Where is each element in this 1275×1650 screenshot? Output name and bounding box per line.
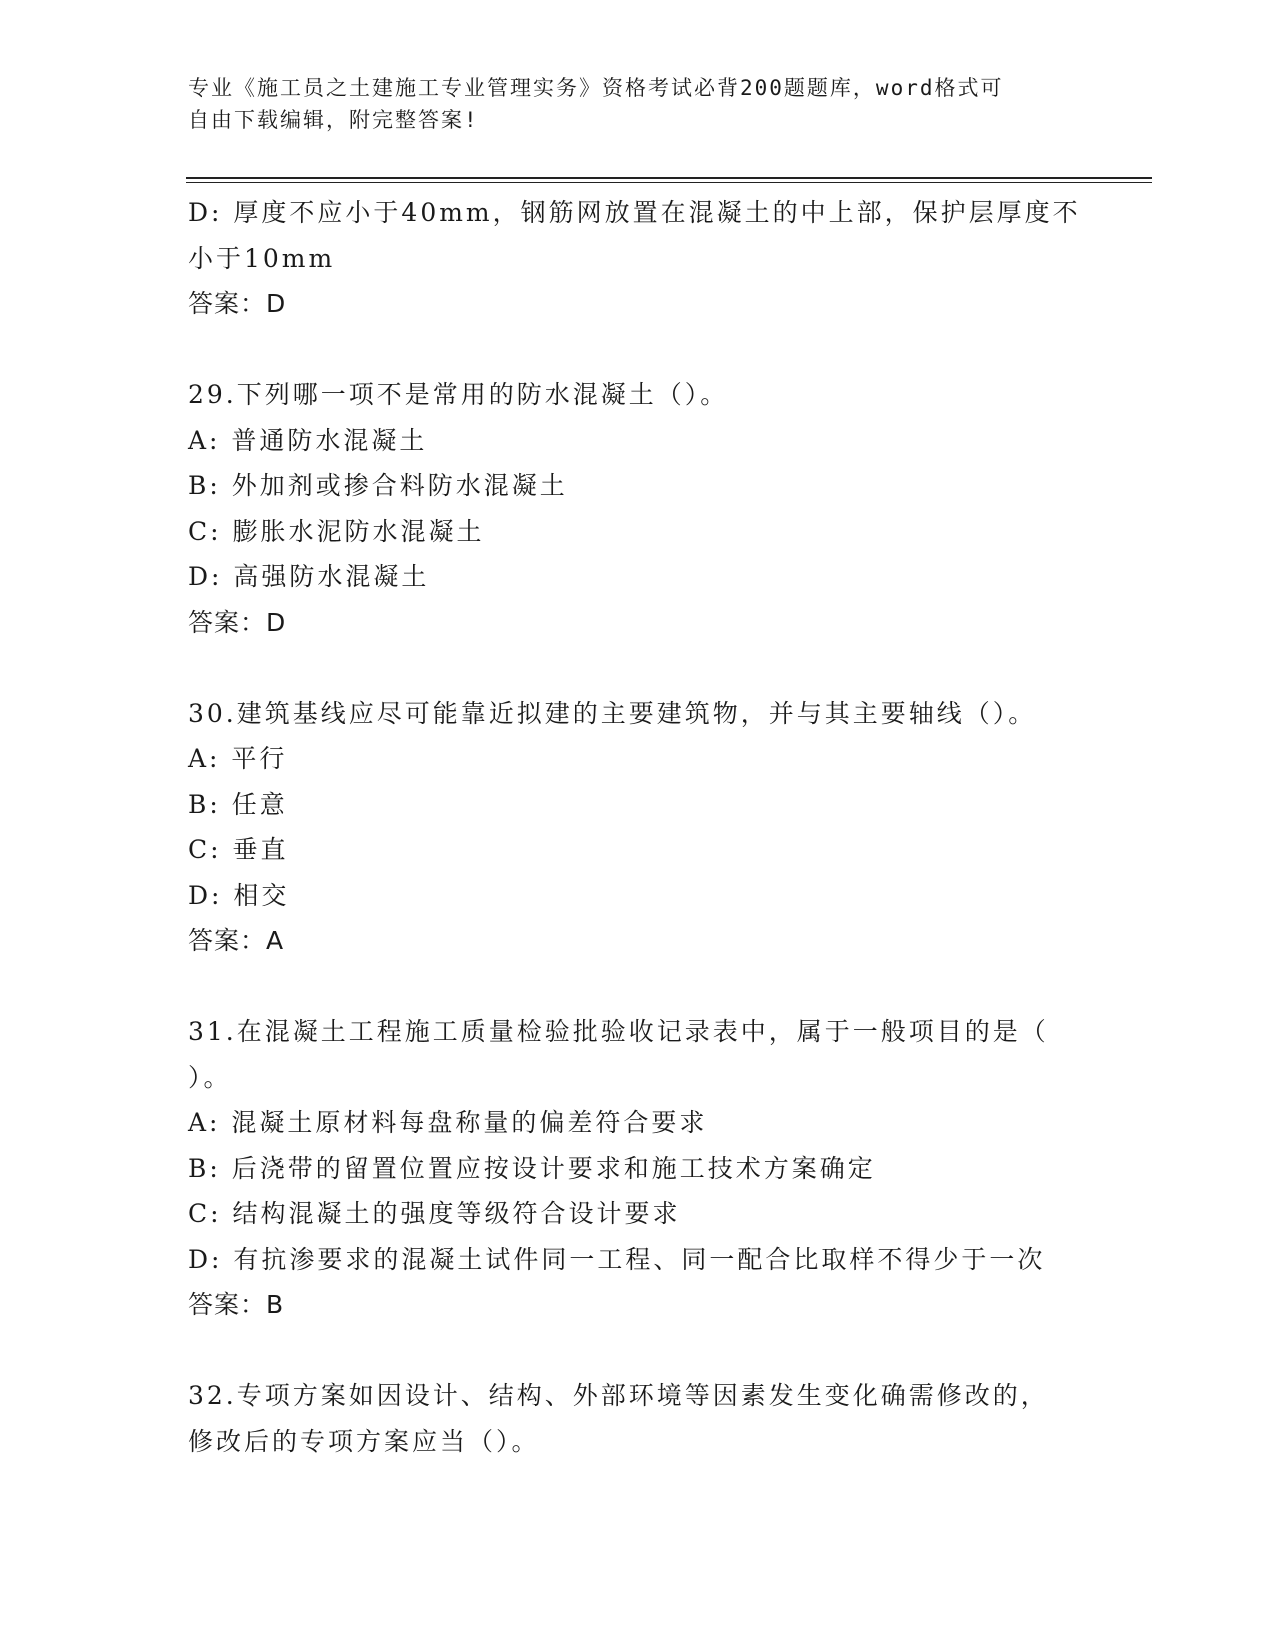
header-rule-thin <box>186 182 1152 183</box>
option-a: A: 普通防水混凝土 <box>188 425 428 455</box>
option-d: D: 厚度不应小于40mm，钢筋网放置在混凝土的中上部，保护层厚度不 <box>188 198 1081 227</box>
answer: 答案：D <box>188 289 287 318</box>
question-stem: 31.在混凝土工程施工质量检验批验收记录表中，属于一般项目的是（ <box>188 1017 1049 1046</box>
question-29 <box>188 372 1088 645</box>
question-30 <box>188 691 1088 964</box>
question-31 <box>188 1009 1088 1328</box>
question-stem: 29.下列哪一项不是常用的防水混凝土（）。 <box>188 380 729 409</box>
header-line-2: 自由下载编辑，附完整答案! <box>188 108 479 132</box>
option-c: C: 膨胀水泥防水混凝土 <box>188 516 485 546</box>
question-stem-continued: 修改后的专项方案应当（）。 <box>188 1426 540 1456</box>
document-header <box>188 72 1088 136</box>
option-b: B: 任意 <box>188 789 288 819</box>
option-a: A: 平行 <box>188 744 288 773</box>
answer: 答案：D <box>188 607 287 637</box>
option-c: C: 垂直 <box>188 835 289 864</box>
header-rule-thick <box>186 177 1152 179</box>
option-d: D: 有抗渗要求的混凝土试件同一工程、同一配合比取样不得少于一次 <box>188 1244 1046 1274</box>
question-stem: 32.专项方案如因设计、结构、外部环境等因素发生变化确需修改的， <box>188 1381 1049 1410</box>
question-stem: 30.建筑基线应尽可能靠近拟建的主要建筑物，并与其主要轴线（）。 <box>188 698 1037 728</box>
question-list <box>188 190 1088 1464</box>
question-28-tail <box>188 190 1088 327</box>
option-b: B: 外加剂或掺合料防水混凝土 <box>188 471 568 500</box>
option-d-continued: 小于10mm <box>188 243 336 273</box>
question-32 <box>188 1373 1088 1464</box>
option-d: D: 相交 <box>188 880 290 910</box>
answer: 答案：B <box>188 1290 285 1319</box>
header-line-1: 专业《施工员之土建施工专业管理实务》资格考试必背200题题库，word格式可 <box>188 76 1004 100</box>
answer: 答案：A <box>188 926 285 955</box>
option-b: B: 后浇带的留置位置应按设计要求和施工技术方案确定 <box>188 1153 876 1183</box>
question-stem-continued: ）。 <box>188 1062 232 1092</box>
option-a: A: 混凝土原材料每盘称量的偏差符合要求 <box>188 1108 708 1137</box>
option-c: C: 结构混凝土的强度等级符合设计要求 <box>188 1199 681 1228</box>
option-d: D: 高强防水混凝土 <box>188 562 430 591</box>
